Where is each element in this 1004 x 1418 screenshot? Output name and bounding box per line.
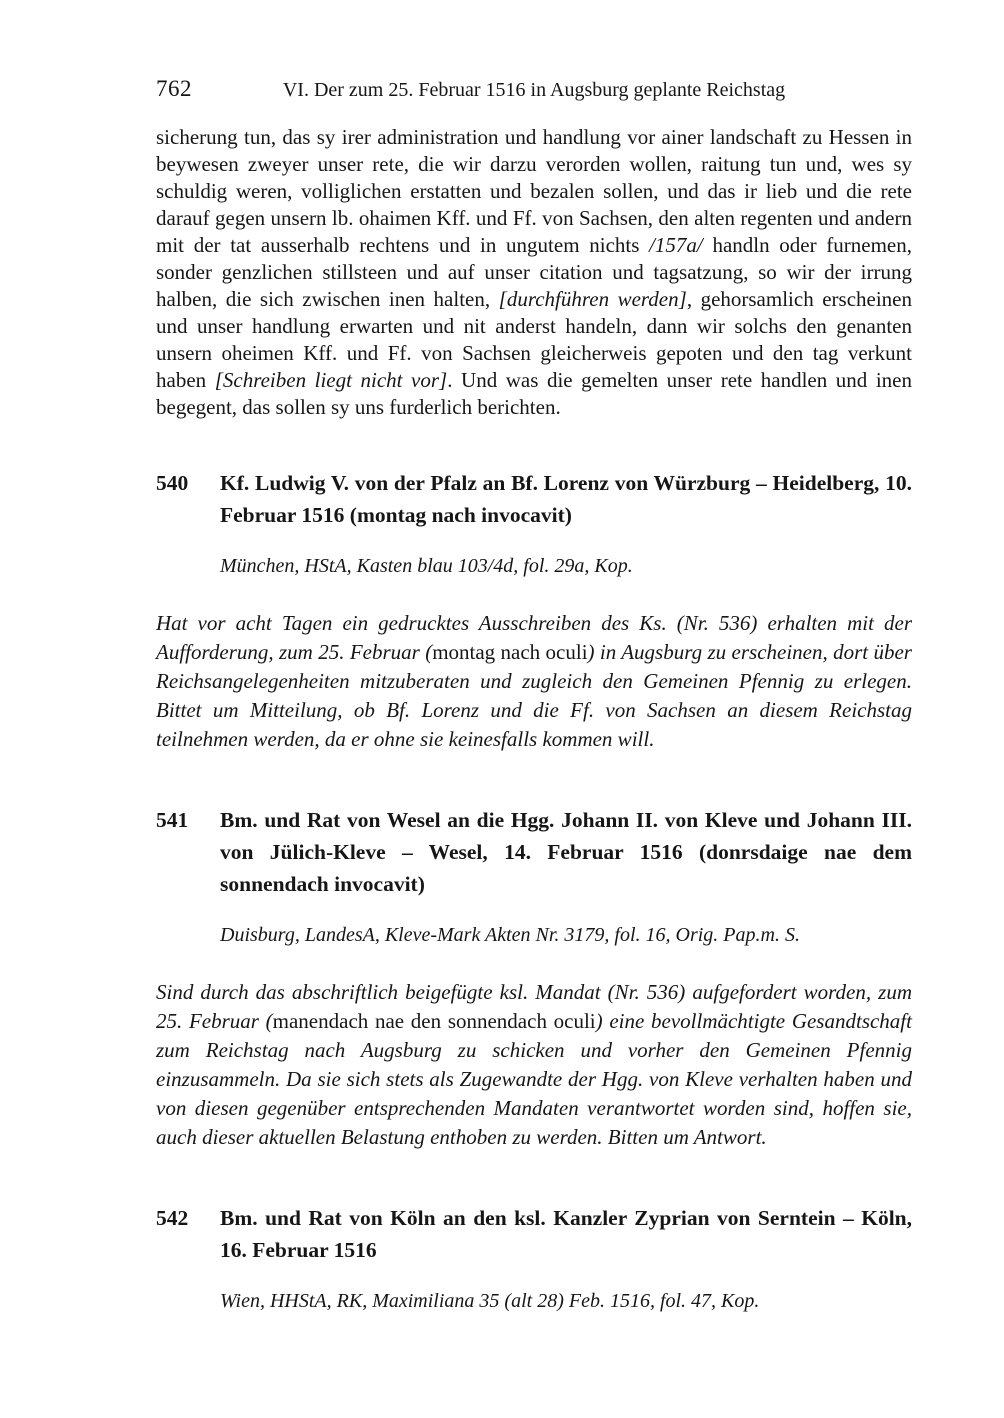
text-run: handln oder furnemen, sonder genzlichen stillsteen und auf unser citation und tagsatzung, so wir der irrung halben, die sich zwischen inen halten, [156,233,912,311]
entries-list [156,467,912,1314]
entry-number: 540 [156,471,189,495]
text-run: /157a/ [649,233,703,257]
running-title: VI. Der zum 25. Februar 1516 in Augsburg geplante Reichstag [282,79,786,101]
entry-heading [156,467,912,531]
entry-number: 541 [156,808,189,832]
regest-entry [156,467,912,754]
entry-number: 542 [156,1206,189,1230]
text-run: Hat vor acht Tagen ein gedrucktes Ausschreiben des Ks. (Nr. 536) erhalten mit der Aufforderung, zum 25. Februar ( [156,611,912,664]
text-run: ) in Augsburg zu erscheinen, dort über Reichsangelegenheiten mitzuberaten und zugleich den Gemeinen Pfennig zu erlegen. Bittet um Mitteilung, ob Bf. Lorenz und die Ff. von Sachsen an diesem Reichstag teilnehmen werden, da er ohne sie keinesfalls kommen will. [156,640,912,751]
page-number: 762 [156,76,192,101]
regest-entry [156,804,912,1152]
text-run: montag nach oculi [432,640,588,664]
entry-heading-text: Bm. und Rat von Wesel an die Hgg. Johann II. von Kleve und Johann III. von Jülich-Kleve – Wesel, 14. Februar 1516 (donrsdaige nae dem sonnendach invocavit) [220,808,912,896]
text-run: sicherung tun, das sy irer administration und handlung vor ainer landschaft zu Hessen in beywesen zweyer unser rete, die wir darzu verorden wollen, raitung tun und, wes sy schuldig weren, volliglichen erstatten und bezalen sollen, und das ir lieb und die rete darauf gegen unsern lb. ohaimen Kff. und Ff. von Sachsen, den alten regenten und andern mit der tat ausserhalb rechtens und in ungutem nichts [156,125,912,257]
archival-source: München, HStA, Kasten blau 103/4d, fol. 29a, Kop. [220,555,633,577]
text-run: [durchführen werden] [498,287,687,311]
entry-heading [156,804,912,900]
text-run: , gehorsamlich erscheinen und unser handlung erwarten und nit anderst handeln, dann wir solchs den genanten unsern oheimen Kff. und Ff. von Sachsen gleicherweis gepoten und den tag verkunt haben [156,287,913,392]
text-run: . Und was die gemelten unser rete handlen und inen begegent, das sollen sy uns furderlich berichten. [156,368,912,419]
text-run: Sind durch das abschriftlich beigefügte ksl. Mandat (Nr. 536) aufgefordert worden, zum 25. Februar ( [156,980,912,1033]
page-header [156,76,912,106]
text-run: [Schreiben liegt nicht vor] [214,368,448,392]
entry-heading-text: Kf. Ludwig V. von der Pfalz an Bf. Lorenz von Würzburg – Heidelberg, 10. Februar 1516 (montag nach invocavit) [220,471,912,527]
regest-entry [156,1202,912,1314]
entry-heading [156,1202,912,1266]
entry-heading-text: Bm. und Rat von Köln an den ksl. Kanzler Zyprian von Serntein – Köln, 16. Februar 1516 [220,1206,912,1262]
archival-source: Duisburg, LandesA, Kleve-Mark Akten Nr. 3179, fol. 16, Orig. Pap.m. S. [220,924,800,946]
archival-source: Wien, HHStA, RK, Maximiliana 35 (alt 28) Feb. 1516, fol. 47, Kop. [220,1290,760,1312]
entry-summary [156,978,912,1152]
text-run: ) eine bevollmächtigte Gesandtschaft zum Reichstag nach Augsburg zu schicken und vorher den Gemeinen Pfennig einzusammeln. Da sie sich stets als Zugewandte der Hgg. von Kleve verhalten haben und von diesen gegenüber entsprechenden Mandaten verantwortet worden sind, hoffen sie, auch dieser aktuellen Belastung enthoben zu werden. Bitten um Antwort. [156,1009,912,1149]
entry-summary [156,609,912,754]
continuation-paragraph [156,124,912,421]
text-run: manendach nae den sonnendach oculi [272,1009,596,1033]
